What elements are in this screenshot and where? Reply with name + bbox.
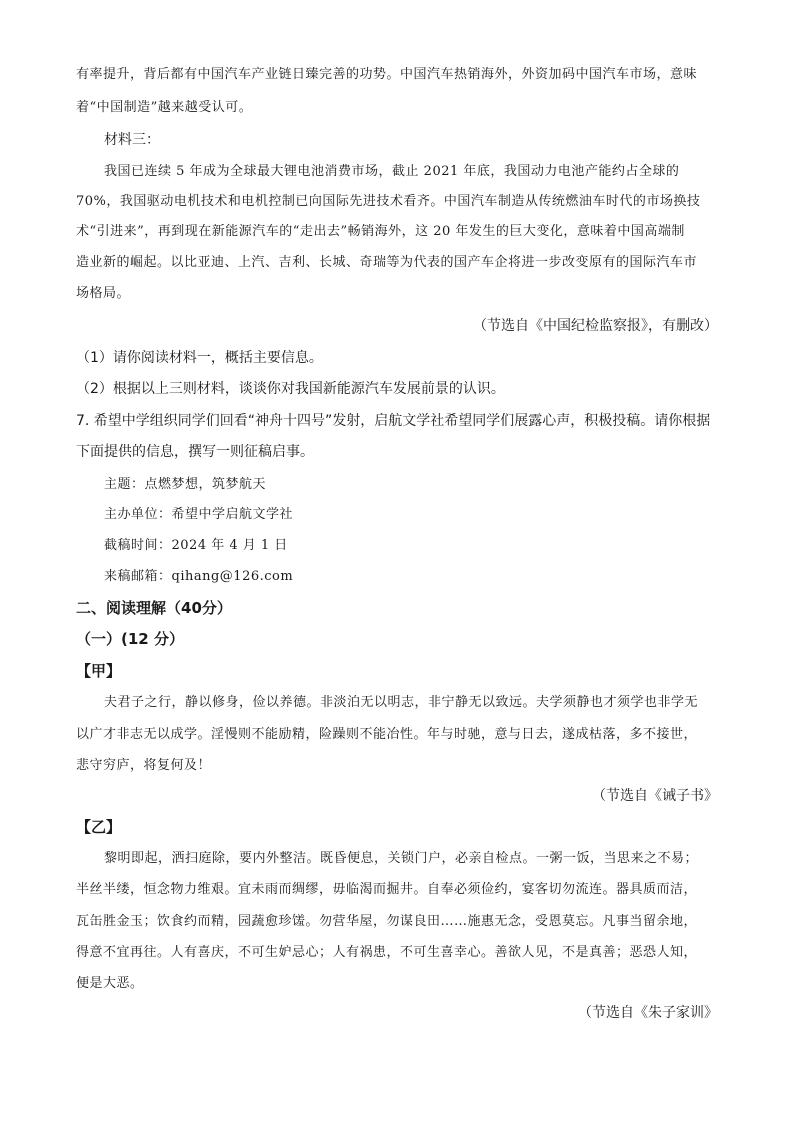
- subsection-title: （一）(12 分）: [76, 630, 184, 648]
- passage-line: 瓦缶胜金玉；饮食约而精，园蔬愈珍馐。勿营华屋，勿谋良田……施惠无念，受恩莫忘。凡事当留余地，: [76, 914, 698, 929]
- passage-line: 半丝半缕，恒念物力维艰。宜未雨而绸缪，毋临渴而掘井。自奉必须俭约，宴客切勿流连。器具质而洁，: [76, 882, 698, 897]
- source-citation: （节选自《朱子家训》: [578, 1005, 718, 1021]
- passage-label-jia: 【甲】: [76, 662, 122, 680]
- paragraph-line: 术“引进来”，再到现在新能源汽车的“走出去”畅销海外，这 20 年发生的巨大变化，意味着中国高端制: [76, 224, 685, 239]
- info-item: 截稿时间：2024 年 4 月 1 日: [104, 538, 288, 553]
- question-item: （1）请你阅读材料一，概括主要信息。: [76, 350, 323, 366]
- paragraph-line: 有率提升，背后都有中国汽车产业链日臻完善的功势。中国汽车热销海外，外资加码中国汽车市场，意味: [76, 67, 698, 82]
- source-citation: （节选自《诫子书》: [592, 788, 718, 804]
- passage-line: 黎明即起，洒扫庭除，要内外整洁。既昏便息，关锁门户，必亲自检点。一粥一饭，当思来之不易；: [104, 851, 699, 866]
- passage-line: 夫君子之行，静以修身，俭以养德。非淡泊无以明志，非宁静无以致远。夫学须静也才须学也非学无: [104, 695, 699, 710]
- info-item: 主办单位：希望中学启航文学社: [104, 507, 294, 522]
- question-7-line: 7. 希望中学组织同学们回看“神舟十四号”发射，启航文学社希望同学们展露心声，积极投稿。请你根据: [76, 413, 711, 429]
- question-item: （2）根据以上三则材料，谈谈你对我国新能源汽车发展前景的认识。: [76, 381, 505, 397]
- question-7-line: 下面提供的信息，撰写一则征稿启事。: [76, 444, 314, 460]
- info-item: 主题：点燃梦想，筑梦航天: [104, 477, 267, 492]
- paragraph-line: 70%，我国驱动电机技术和电机控制已向国际先进技术看齐。中国汽车制造从传统燃油车时代的市场换技: [76, 194, 701, 209]
- paragraph-line: 造业新的崛起。以比亚迪、上汽、吉利、长城、奇瑞等为代表的国产车企将进一步改变原有的国际汽车市: [76, 255, 698, 270]
- paragraph-line: 场格局。: [76, 286, 131, 301]
- passage-line: 便是大恶。: [76, 976, 144, 991]
- passage-line: 得意不宜再往。人有喜庆，不可生妒忌心；人有祸患，不可生喜幸心。善欲人见，不是真善；恶恐人知，: [76, 945, 698, 960]
- paragraph-line: 我国已连续 5 年成为全球最大锂电池消费市场，截止 2021 年底，我国动力电池产能约占全球的: [104, 164, 680, 179]
- info-item: 来稿邮箱：qihang@126.com: [104, 569, 294, 584]
- passage-label-yi: 【乙】: [76, 818, 122, 836]
- section-title: 二、阅读理解（40分）: [76, 599, 232, 617]
- material-label: 材料三：: [104, 132, 160, 148]
- paragraph-line: 着“中国制造”越来越受认可。: [76, 100, 253, 115]
- source-citation: （节选自《中国纪检监察报》，有删改）: [473, 318, 718, 334]
- passage-line: 以广才非志无以成学。淫慢则不能励精，险躁则不能冶性。年与时驰，意与日去，遂成枯落，多不接世，: [76, 727, 698, 742]
- passage-line: 悲守穷庐，将复何及！: [76, 758, 212, 773]
